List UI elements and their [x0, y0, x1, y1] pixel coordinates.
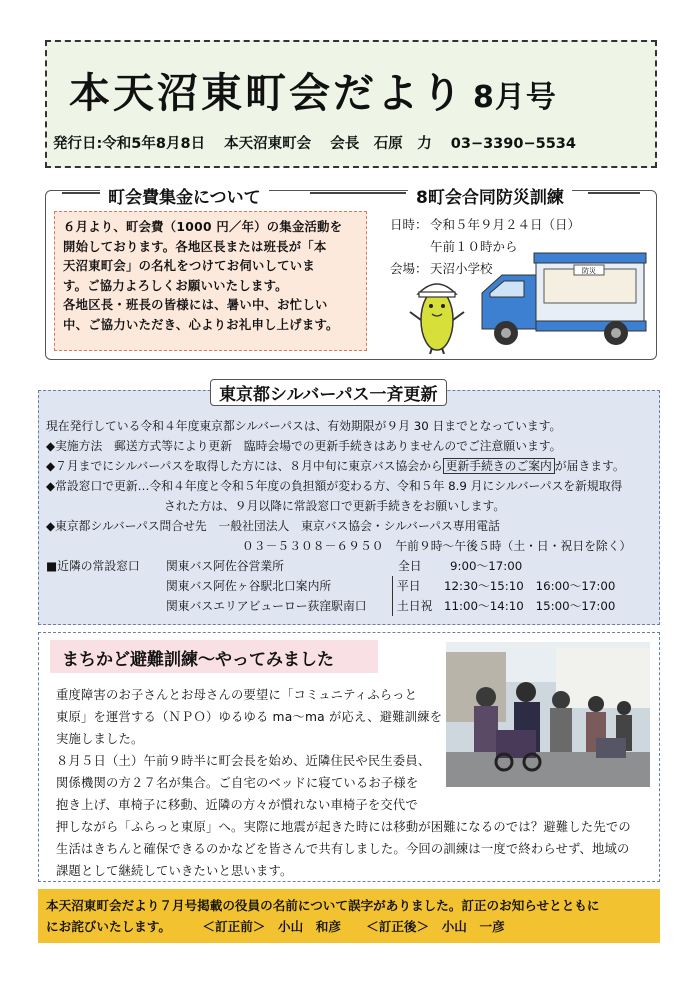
- publisher: 本天沼東町会: [224, 136, 312, 152]
- july-text-end: が届きます。: [554, 459, 625, 473]
- window-row: [46, 556, 631, 576]
- window-day: 土日祝: [392, 596, 444, 616]
- silver-contact-phone: ０３－５３０８－６９５０ 午前９時～午後５時（土・日・祝日を除く）: [242, 539, 632, 553]
- window-hours: 9:00～17:00: [450, 559, 523, 573]
- window-hours: 12:30～15:10 16:00～17:00: [444, 579, 616, 593]
- window-row: [46, 596, 631, 616]
- fees-line: 天沼東町会」の名札をつけてお伺いしていま: [63, 259, 315, 273]
- window-day: 全日: [398, 559, 422, 573]
- window-row: [46, 576, 631, 596]
- correction-line: にお詫びいたします。 ＜訂正前＞ 小山 和彦 ＜訂正後＞ 小山 一彦: [46, 919, 505, 934]
- evac-line: 生活はきちんと確保できるのかなどを皆さんで共有しました。今回の訓練は一度で終わらせず、地域の: [56, 842, 630, 856]
- evac-line: 東原」を運営する（ＮＰＯ）ゆるゆる ma～ma が応え、避難訓練を: [56, 710, 443, 724]
- fees-line: 中、ご協力いただき、心よりお礼申し上げます。: [63, 317, 339, 332]
- window-day: 平日: [392, 576, 444, 596]
- heading-rule: [62, 192, 102, 194]
- mascot-illustration-icon: [404, 268, 470, 354]
- silver-contact: ◆東京都シルバーパス問合せ先 一般社団法人 東京バス協会・シルバーパス専用電話: [46, 519, 500, 533]
- date-label: 日時：: [390, 217, 428, 232]
- window-name: 関東バス阿佐谷営業所: [166, 559, 284, 573]
- correction-notice: [38, 889, 660, 943]
- evac-line: 押しながら「ふらっと東原」へ。実際に地震が起きた時には移動が困難になるのでは？避難した先での: [56, 820, 631, 834]
- silver-intro: 現在発行している令和４年度東京都シルバーパスは、有効期限が９月 30 日までとなっています。: [46, 419, 562, 433]
- silver-pass-body: [46, 416, 631, 616]
- silver-july: [46, 456, 631, 476]
- fees-line: 開始しております。各地区長または班長が「本: [63, 239, 327, 254]
- chair-name: 会長 石原 力: [330, 136, 432, 152]
- evacuation-body: [56, 684, 631, 882]
- correction-line: 本天沼東町会だより７月号掲載の役員の名前について誤字がありました。訂正のお知らせとともに: [46, 898, 600, 913]
- evac-line: 抱き上げ、車椅子に移動、近隣の方々が慣れない車椅子を交代で: [56, 798, 418, 812]
- evac-line: 課題として継続していきたいと思います。: [56, 864, 293, 878]
- evac-line: 実施しました。: [56, 732, 144, 746]
- fees-line: す。ご協力よろしくお願いいたします。: [63, 278, 288, 293]
- issue-label: 8月号: [473, 80, 557, 115]
- date-value: 令和５年９月２４日（日）: [430, 217, 581, 232]
- silver-pass-heading: 東京都シルバーパス一斉更新: [210, 379, 447, 406]
- heading-rule: [588, 192, 640, 194]
- publish-date: 発行日:令和5年8月8日: [53, 136, 206, 152]
- phone-number: 03−3390−5534: [450, 136, 576, 152]
- window-name: 関東バス阿佐ヶ谷駅北口案内所: [166, 579, 332, 593]
- evacuation-heading: まちかど避難訓練～やってみました: [50, 640, 378, 673]
- venue-value: 天沼小学校: [430, 261, 493, 276]
- evac-line: 関係機関の方２７名が集合。ご自宅のベッドに寝ているお子様を: [56, 776, 419, 790]
- silver-counter: ◆常設窓口で更新…令和４年度と令和５年度の負担額が変わる方、令和５年 8.9 月にシルバーパスを新規取得: [46, 479, 623, 493]
- publication-info: [53, 132, 590, 153]
- fees-heading: 町会費集金について: [100, 183, 269, 208]
- fees-line: ６月より、町会費（1000 円／年）の集金活動を: [63, 220, 343, 234]
- masthead: [45, 40, 657, 168]
- evac-line: ８月５日（土）午前９時半に町会長を始め、近隣住民や民生委員、: [56, 754, 431, 768]
- fees-line: 各地区長・班長の皆様には、暑い中、お忙しい: [63, 298, 328, 312]
- newsletter-title: [69, 60, 557, 119]
- fees-notice: [54, 211, 367, 351]
- silver-method: ◆実施方法 郵送方式等により更新 臨時会場での更新手続きはありませんのでご注意願います。: [46, 439, 562, 453]
- heading-rule: [310, 192, 406, 194]
- windows-label: ■近隣の常設窓口: [46, 559, 140, 573]
- july-text: ◆７月までにシルバーパスを取得した方には、８月中旬に東京バス協会から: [46, 459, 443, 473]
- renewal-guide-label: 更新手続きのご案内: [443, 458, 555, 474]
- disaster-vehicle-icon: [474, 245, 654, 350]
- drill-heading: 8町会合同防災訓練: [408, 183, 572, 208]
- title-text: 本天沼東町会だより: [69, 69, 465, 117]
- window-name: 関東バスエリアビューロー荻窪駅南口: [166, 599, 367, 613]
- evac-line: 重度障害のお子さんとお母さんの要望に「コミュニティふらっと: [56, 688, 418, 702]
- window-hours: 11:00～14:10 15:00～17:00: [444, 599, 616, 613]
- silver-counter-cont: された方は、９月以降に常設窓口で更新手続きをお願いします。: [164, 499, 506, 513]
- time-value: 午前１０時から: [430, 239, 518, 254]
- venue-label: 会場：: [390, 261, 428, 276]
- truck-sign: 防災: [582, 267, 596, 275]
